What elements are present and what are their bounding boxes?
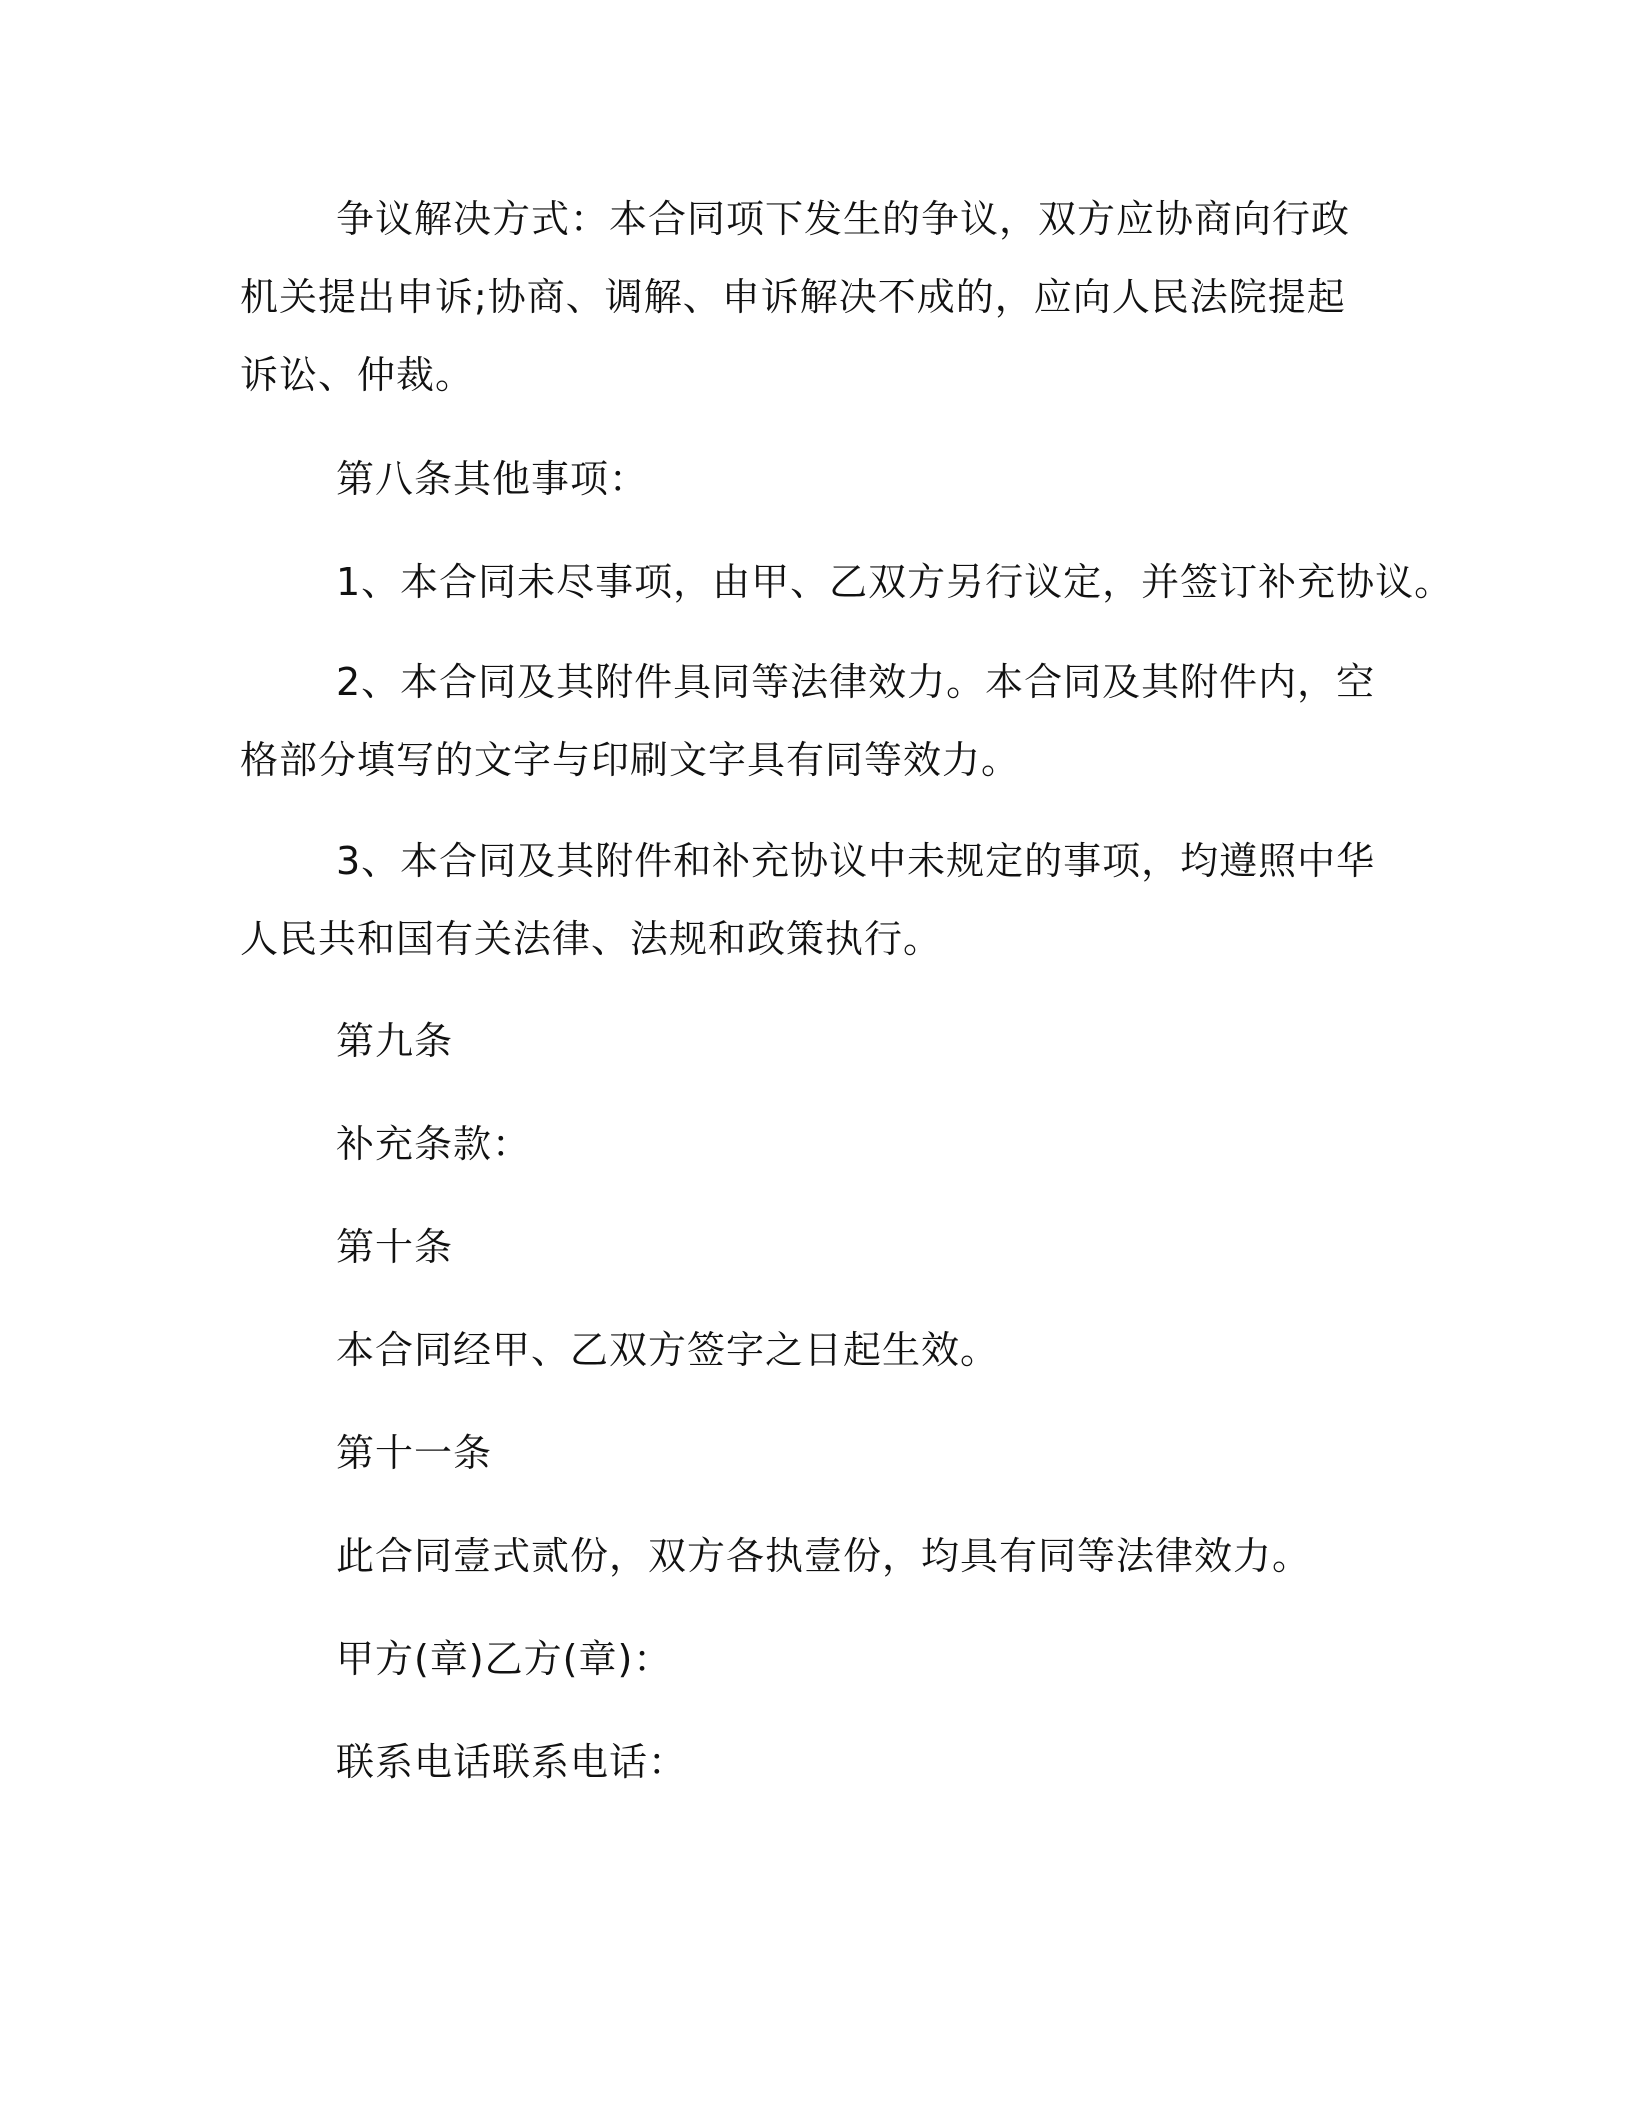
paragraph-article-10-heading: 第十条 bbox=[336, 1225, 454, 1269]
paragraph-party-seals: 甲方(章)乙方(章)： bbox=[336, 1637, 673, 1681]
paragraph-article-8-heading: 第八条其他事项： bbox=[336, 457, 649, 501]
paragraph-dispute-resolution: 争议解决方式：本合同项下发生的争议，双方应协商向行政机关提出申诉;协商、调解、申诉解决不成的，应向人民法院提起诉讼、仲裁。 bbox=[240, 197, 1351, 397]
paragraph-article-11-heading: 第十一条 bbox=[336, 1431, 493, 1475]
paragraph-item-1: 1、本合同未尽事项，由甲、乙双方另行议定，并签订补充协议。 bbox=[336, 560, 1454, 604]
paragraph-effective-date: 本合同经甲、乙双方签字之日起生效。 bbox=[336, 1328, 1000, 1372]
paragraph-article-9-heading: 第九条 bbox=[336, 1019, 454, 1063]
paragraph-item-3: 3、本合同及其附件和补充协议中未规定的事项，均遵照中华人民共和国有关法律、法规和政策执行。 bbox=[240, 839, 1376, 961]
paragraph-item-2: 2、本合同及其附件具同等法律效力。本合同及其附件内，空格部分填写的文字与印刷文字具有同等效力。 bbox=[240, 660, 1376, 782]
paragraph-contact-phones: 联系电话联系电话： bbox=[336, 1740, 688, 1784]
paragraph-supplementary-terms: 补充条款： bbox=[336, 1122, 532, 1166]
paragraph-copies: 此合同壹式贰份，双方各执壹份，均具有同等法律效力。 bbox=[336, 1534, 1312, 1578]
